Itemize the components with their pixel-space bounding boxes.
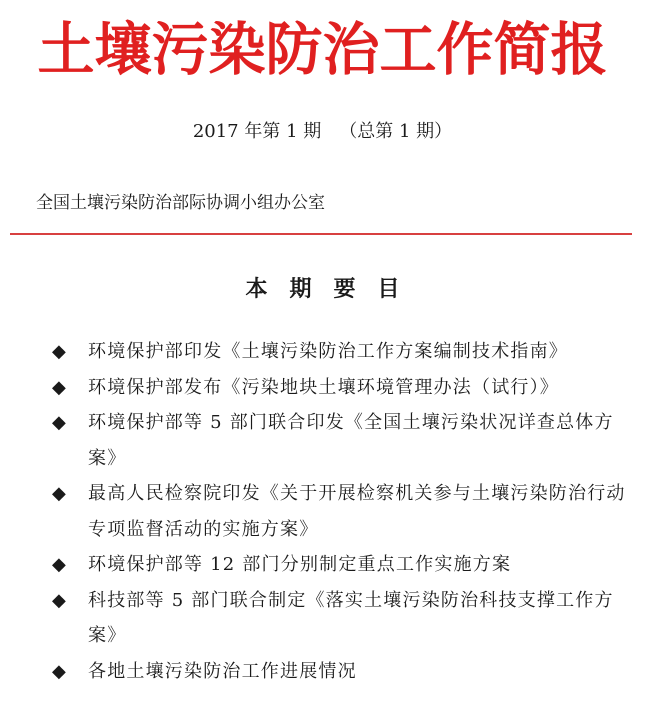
diamond-bullet-icon: ◆ <box>52 341 68 362</box>
contents-item-text: 环境保护部等 12 部门分别制定重点工作实施方案 <box>88 554 512 575</box>
diamond-bullet-icon: ◆ <box>52 554 68 575</box>
issue-number: 2017 年第 1 期 <box>192 121 322 142</box>
contents-list <box>52 334 637 689</box>
contents-item-text: 最高人民检察院印发《关于开展检察机关参与土壤污染防治行动专项监督活动的实施方案》 <box>88 483 626 540</box>
diamond-bullet-icon: ◆ <box>52 412 68 433</box>
contents-item <box>52 547 637 583</box>
diamond-bullet-icon: ◆ <box>52 660 68 682</box>
issue-total-number: （总第 1 期） <box>339 121 453 142</box>
diamond-bullet-icon: ◆ <box>52 376 68 398</box>
contents-item-text: 科技部等 5 部门联合制定《落实土壤污染防治科技支撑工作方案》 <box>88 589 614 646</box>
contents-item <box>52 476 637 547</box>
contents-item-text: 各地土壤污染防治工作进展情况 <box>88 660 357 682</box>
diamond-bullet-icon: ◆ <box>52 483 68 504</box>
contents-item-text: 环境保护部印发《土壤污染防治工作方案编制技术指南》 <box>88 341 568 362</box>
contents-item <box>52 405 637 476</box>
contents-item <box>52 370 637 406</box>
contents-item <box>52 334 637 370</box>
contents-item-text: 环境保护部等 5 部门联合印发《全国土壤污染状况详查总体方案》 <box>88 412 614 469</box>
contents-item <box>52 583 637 654</box>
bulletin-masthead-title: 土壤污染防治工作简报 <box>37 16 608 83</box>
publisher-office: 全国土壤污染防治部际协调小组办公室 <box>36 193 325 213</box>
issue-line <box>0 118 645 146</box>
diamond-bullet-icon: ◆ <box>52 589 68 611</box>
contents-item <box>52 654 637 690</box>
contents-item-text: 环境保护部发布《污染地块土壤环境管理办法（试行）》 <box>88 376 559 398</box>
header-divider <box>10 233 632 235</box>
section-title: 本期要目 <box>245 276 422 302</box>
